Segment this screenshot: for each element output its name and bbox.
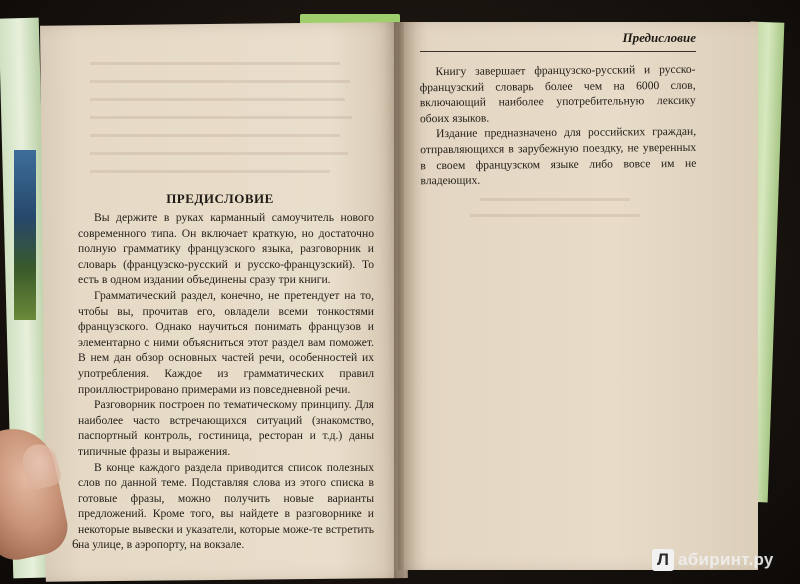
show-through-line — [90, 98, 345, 101]
paragraph: Грамматический раздел, конечно, не претендует на то, чтобы вы, прочитав его, овладели всеми тонкостями французского. Однако научиться понимать французов и элементарно с ними объясниться этот раздел вам поможет. В нем дан обзор основных частей речи, особенностей их употребления. Каждое из грамматических правил проиллюстрировано примерами из повседневной речи. — [78, 288, 374, 396]
watermark-text: абиринт.ру — [678, 550, 774, 569]
running-header: Предисловие — [622, 30, 696, 45]
show-through-line — [480, 198, 630, 201]
header-rule — [420, 51, 696, 52]
show-through-line — [90, 152, 348, 155]
show-through-line — [90, 62, 340, 65]
paragraph: Разговорник построен по тематическому принципу. Для наиболее часто встречающихся ситуаций (знакомство, паспортный контроль, гостиница, ресторан и т.д.) даны типичные фразы и выражения. — [78, 398, 374, 458]
show-through-line — [90, 80, 350, 83]
show-through-line — [470, 214, 640, 217]
right-page-body — [419, 62, 696, 189]
paragraph: Вы держите в руках карманный самоучитель нового современного типа. Он включает краткую, но достаточно полную грамматику французского языка, разговорник и словарь (французско-русский и русско-французский). То есть в одном издании объединены сразу три книги. — [78, 211, 374, 287]
paragraph: В конце каждого раздела приводится список полезных слов по данной теме. Подставляя слова из этого списка в готовые фразы, можно получить новые варианты предложений. Кроме того, вы найдете в разговорнике и некоторые вывески и указатели, которые може-те встретить на улице, в аэропорту, на вокзале. — [78, 460, 374, 552]
show-through-line — [90, 116, 352, 119]
show-through-line — [90, 170, 330, 173]
paragraph: Книгу завершает французско-русский и русско-французский словарь более чем на 6000 слов, включающий наиболее употребительную лексику обоих языков. — [419, 62, 696, 125]
book-gutter — [394, 22, 404, 578]
left-page-body — [78, 210, 374, 553]
show-through-line — [90, 134, 340, 137]
cover-photo-strip — [14, 150, 36, 320]
watermark — [652, 548, 774, 572]
left-page-title: ПРЕДИСЛОВИЕ — [166, 191, 274, 206]
paragraph: Издание предназначено для российских граждан, отправляющихся в зарубежную поездку, не уверенных в своем французском языке либо вовсе им не владеющих. — [420, 125, 697, 188]
page-number: 6 — [72, 536, 79, 551]
watermark-logo-icon: Л — [652, 549, 674, 571]
